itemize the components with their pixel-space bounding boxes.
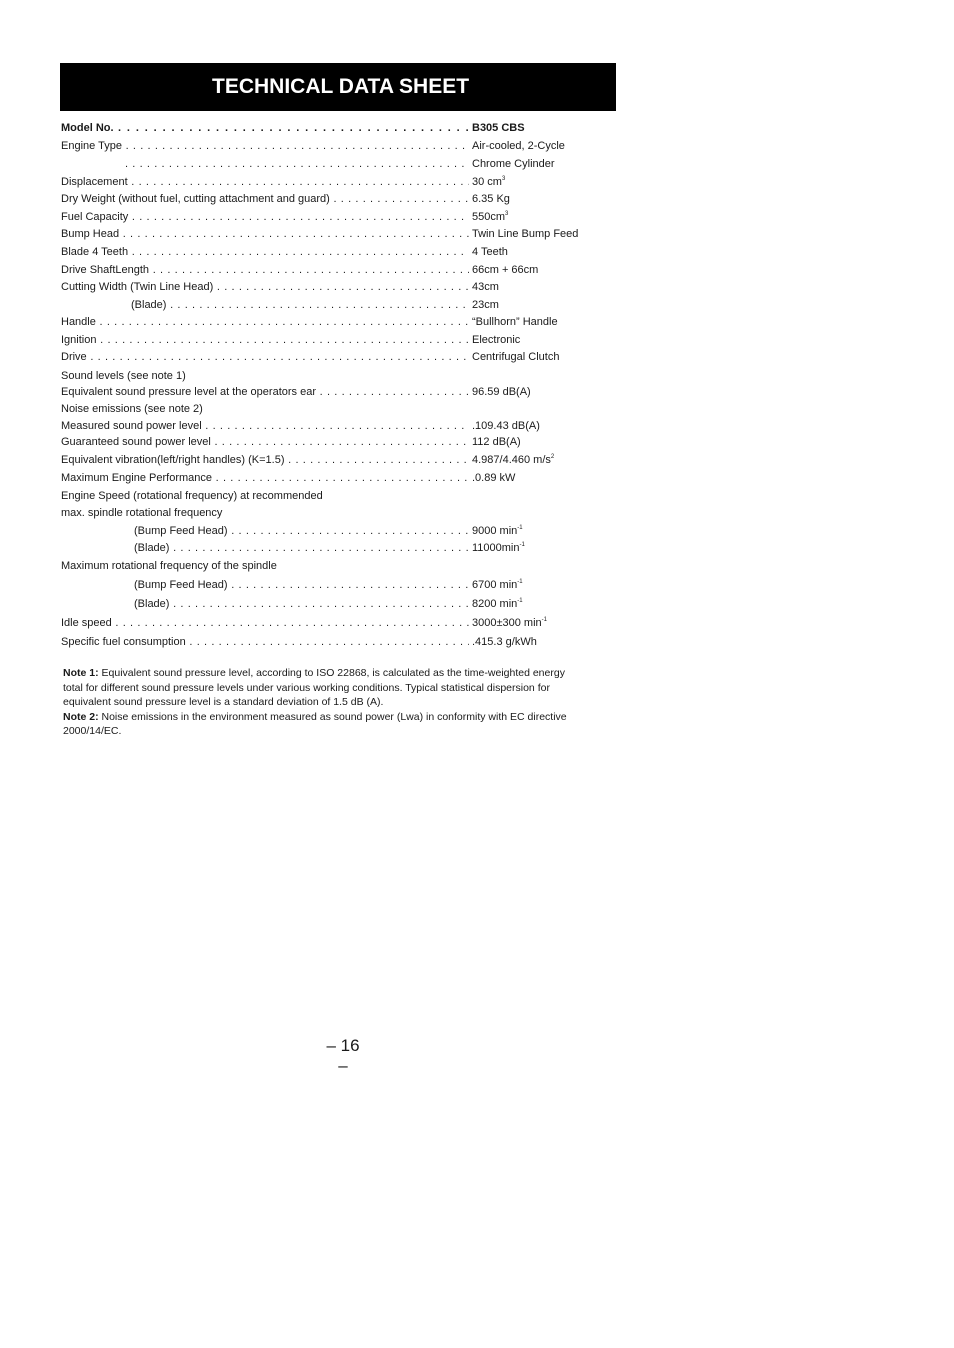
spec-value: 4 Teeth [472, 246, 508, 258]
spec-row-model [61, 120, 621, 136]
note-2-label: Note 2: [63, 710, 99, 723]
spec-row-bump-head [61, 226, 621, 242]
page-title: TECHNICAL DATA SHEET [212, 75, 470, 98]
spec-row-measured-power [61, 418, 621, 434]
spec-label: Displacement . . . [61, 174, 469, 190]
spec-value: 8200 $\min^{-1}$ [472, 598, 523, 610]
spec-row-dry-weight [61, 191, 621, 207]
section-heading-noise-emissions: Noise emissions (see note 2) [61, 403, 203, 415]
spec-value: Air-cooled, 2-Cycle [472, 140, 565, 152]
spec-row-drive-shaft [61, 262, 621, 278]
note-1-text: Equivalent sound pressure level, according to ISO 22868, is calculated as the time-weighted energy total for different sound pressure levels under various working conditions. Typical statistical dispersion for equivalent sound pressure level is a standard deviation of 1.5 dB (A). [63, 667, 565, 708]
spec-value: $11000\min^{-1}$ [472, 542, 525, 554]
page-number: – 16 – [326, 1036, 360, 1075]
spec-value: Centrifugal Clutch [472, 351, 560, 363]
spec-value: 9000 $\min^{-1}$ [472, 525, 523, 537]
spec-row-fuel-capacity [61, 209, 621, 225]
spec-value: 4.987/4.460 $m/s^2$ [472, 454, 555, 466]
spec-label: Engine Type . . . [61, 138, 469, 154]
spec-label: Guaranteed sound power level . . . [61, 434, 469, 450]
spec-label: Equivalent sound pressure level at the operators ear . . . [61, 384, 469, 400]
spec-value: .0.89 kW [472, 472, 516, 484]
spec-row-vibration [61, 452, 621, 468]
spec-row-handle [61, 314, 621, 330]
spec-label: (Bump Feed Head) . . . [134, 577, 469, 593]
section-heading-max-rotational: Maximum rotational frequency of the spindle [61, 560, 277, 572]
spec-value: 66cm + 66cm [472, 264, 539, 276]
spec-row-max-performance [61, 470, 621, 486]
spec-row-cutting-width [61, 279, 621, 295]
spec-label: Dry Weight (without fuel, cutting attachment and guard) . . . [61, 191, 469, 207]
spec-label: Ignition . . . [61, 332, 469, 348]
spec-row-max-bump-feed [61, 577, 621, 593]
notes-section [63, 666, 583, 739]
spec-value: 30 $cm^3$ [472, 176, 506, 188]
spec-value: 96.59 dB(A) [472, 386, 531, 398]
spec-row-idle-speed [61, 615, 621, 631]
spec-value: $550cm^3$ [472, 211, 509, 223]
spec-label: Model No. . . . [61, 120, 469, 136]
note-1-label: Note 1: [63, 667, 99, 679]
spec-row-cutting-width-blade [61, 297, 621, 313]
spec-row-engine-type [61, 138, 621, 154]
spec-value: “Bullhorn” Handle [472, 316, 558, 328]
spec-value: .109.43 dB(A) [472, 420, 540, 432]
section-heading-max-spindle: max. spindle rotational frequency [61, 507, 223, 519]
spec-label: Maximum Engine Performance . . . [61, 470, 469, 486]
spec-value: 6.35 Kg [472, 193, 510, 205]
spec-label: (Bump Feed Head) . . . [134, 523, 469, 539]
spec-row-max-blade [61, 596, 621, 612]
spec-value: Chrome Cylinder [472, 158, 555, 170]
spec-value: 43cm [472, 281, 499, 293]
section-heading-engine-speed: Engine Speed (rotational frequency) at recommended [61, 490, 323, 502]
spec-value: Twin Line Bump Feed [472, 228, 579, 240]
spec-label [125, 156, 469, 172]
note-2-text: Noise emissions in the environment measured as sound power (Lwa) in conformity with EC directive 2000/14/EC. [63, 710, 567, 737]
spec-label: Cutting Width (Twin Line Head) . . . [61, 279, 469, 295]
note-2 [63, 710, 583, 739]
spec-row-speed-bump-feed [61, 523, 621, 539]
spec-label: Drive . . . [61, 349, 469, 365]
spec-value: Electronic [472, 334, 521, 346]
spec-label: Specific fuel consumption . . . [61, 634, 469, 650]
spec-label: (Blade) . . . [134, 540, 469, 556]
spec-row-ignition [61, 332, 621, 348]
spec-label: Drive ShaftLength . . . [61, 262, 469, 278]
spec-value: 112 dB(A) [472, 436, 521, 448]
spec-row-speed-blade [61, 540, 621, 556]
spec-label: Blade 4 Teeth . . . [61, 244, 469, 260]
spec-label: Handle . . . [61, 314, 469, 330]
title-bar [60, 63, 616, 111]
note-1 [63, 666, 583, 710]
spec-value: B305 CBS [472, 122, 525, 134]
spec-row-blade-teeth [61, 244, 621, 260]
spec-row-guaranteed-power [61, 434, 621, 450]
spec-value: 3000±300 $\min^{-1}$ [472, 617, 547, 629]
spec-label: (Blade) . . . [131, 297, 469, 313]
spec-label: (Blade) . . . [134, 596, 469, 612]
spec-label: Equivalent vibration(left/right handles) (K=1.5) . . . [61, 452, 469, 468]
section-heading-sound-levels: Sound levels (see note 1) [61, 370, 186, 382]
spec-label: Bump Head . . . [61, 226, 469, 242]
spec-row-displacement [61, 174, 621, 190]
spec-row-sound-pressure [61, 384, 621, 400]
spec-label: Measured sound power level . . . [61, 418, 469, 434]
spec-value: 23cm [472, 299, 499, 311]
spec-label: Idle speed . . . [61, 615, 469, 631]
spec-row-engine-cylinder [61, 156, 621, 172]
spec-label: Fuel Capacity . . . [61, 209, 469, 225]
spec-value: 6700 $\min^{-1}$ [472, 579, 523, 591]
spec-value: .415.3 g/kWh [472, 636, 537, 648]
spec-row-drive [61, 349, 621, 365]
spec-row-fuel-consumption [61, 634, 621, 650]
